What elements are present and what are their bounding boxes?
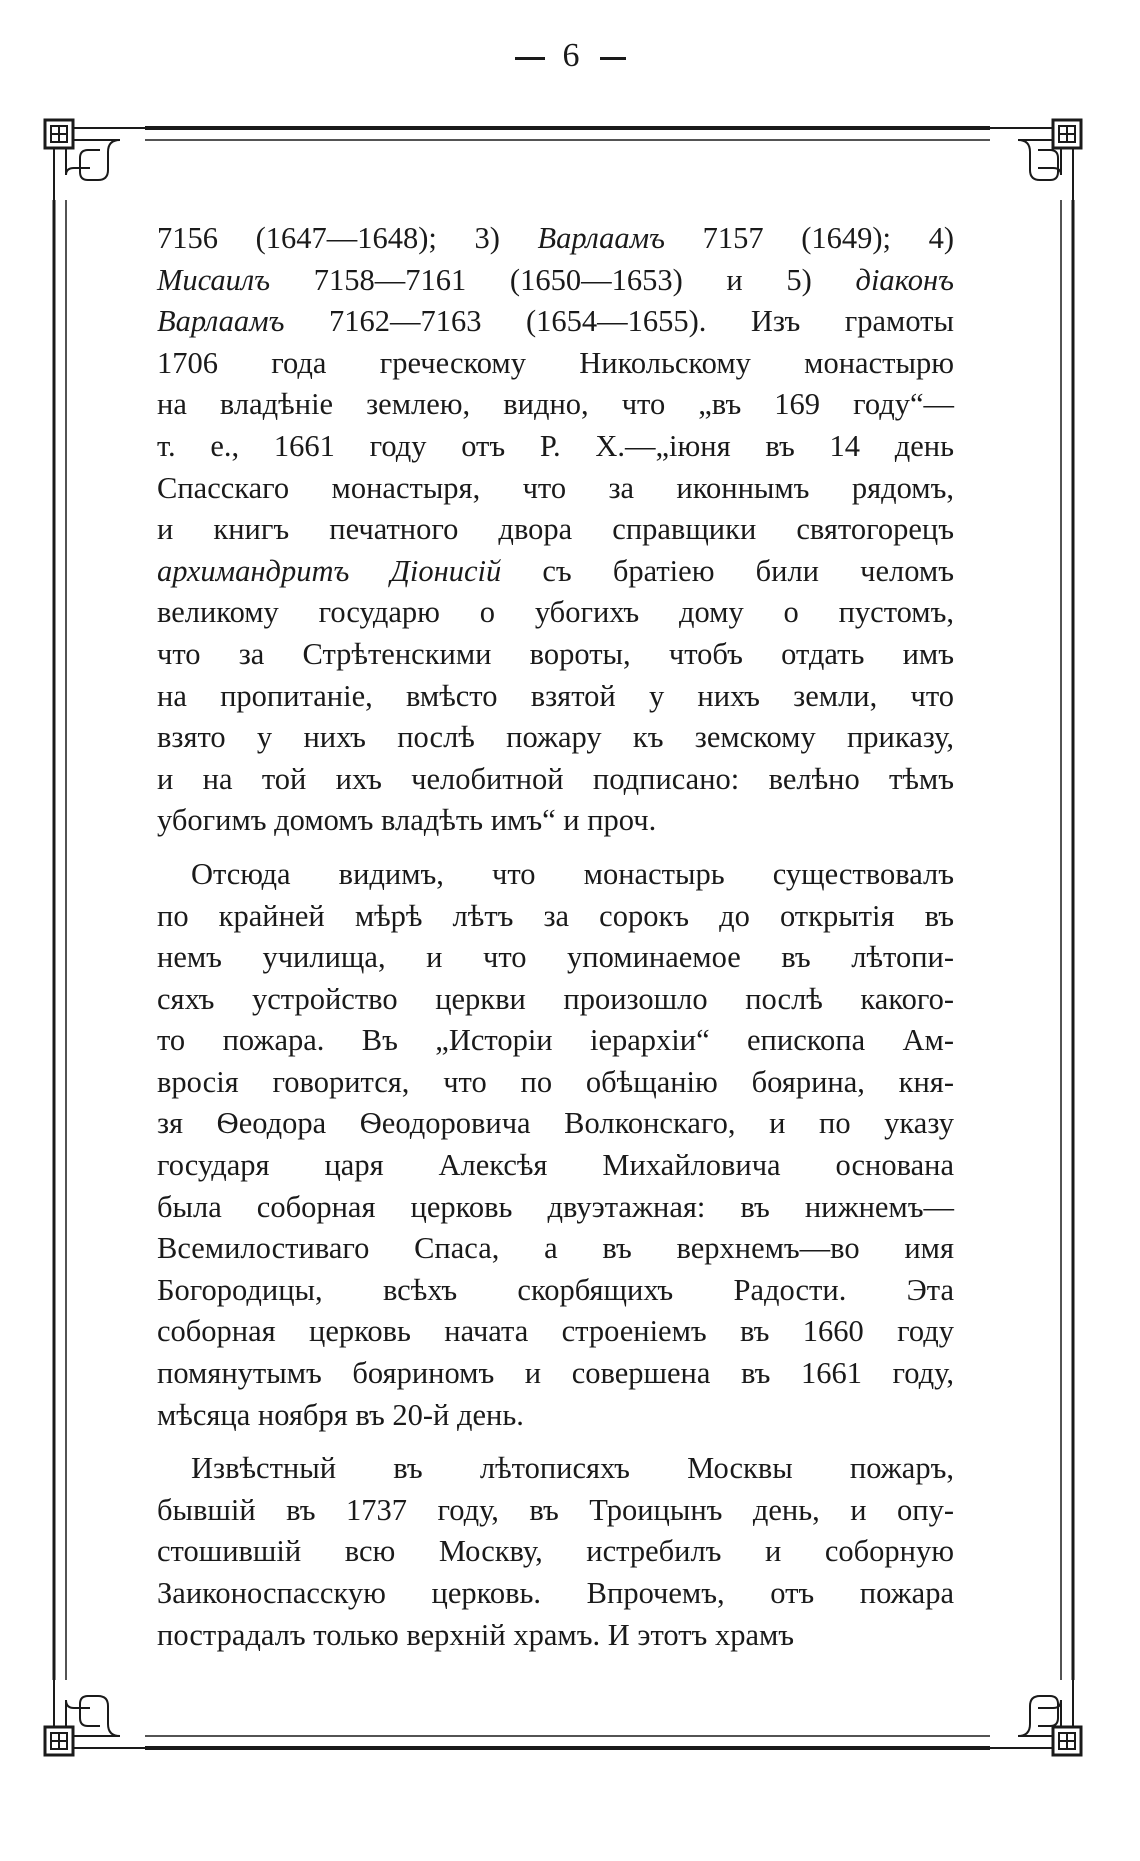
text-segment: Отсюда видимъ, что монастырь существовалъ (191, 856, 954, 891)
text-segment: архимандритъ Діонисій (157, 553, 502, 588)
text-line (157, 1395, 954, 1437)
text-segment: Извѣстный въ лѣтописяхъ Москвы пожаръ, (191, 1451, 954, 1486)
text-line (157, 343, 954, 385)
text-segment: 7158—7161 (1650—1653) и 5) (270, 262, 856, 297)
text-segment: бывшій въ 1737 году, въ Троицынъ день, и опу- (157, 1492, 954, 1527)
text-line (157, 1187, 954, 1229)
text-line (157, 717, 954, 759)
corner-ornament-top-right (990, 120, 1081, 200)
text-line (157, 800, 954, 842)
text-line (157, 384, 954, 426)
paragraph-2 (157, 854, 954, 1436)
text-line (157, 937, 954, 979)
text-segment: то пожара. Въ „Исторіи іерархіи“ епископа Ам- (157, 1023, 954, 1058)
text-segment: 7162—7163 (1654—1655). Изъ грамоты (284, 304, 954, 339)
text-segment: пострадалъ только верхній храмъ. И этотъ храмъ (157, 1617, 795, 1652)
text-segment: стошившій всю Москву, истребилъ и соборную (157, 1534, 954, 1569)
text-segment: великому государю о убогихъ дому о пустомъ, (157, 595, 954, 630)
text-line (157, 509, 954, 551)
page-number-value: 6 (562, 37, 582, 74)
text-segment: что за Стрѣтенскими вороты, чтобъ отдать имъ (157, 636, 954, 671)
text-line (157, 1573, 954, 1615)
text-line (157, 1228, 954, 1270)
text-segment: убогимъ домомъ владѣть имъ“ и проч. (157, 803, 657, 838)
text-segment: взято у нихъ послѣ пожару къ земскому приказу, (157, 720, 954, 755)
text-line (157, 1062, 954, 1104)
text-line (157, 260, 954, 302)
text-line (157, 1145, 954, 1187)
text-line (157, 1020, 954, 1062)
text-segment: немъ училища, и что упоминаемое въ лѣтопи- (157, 940, 954, 975)
text-line (157, 979, 954, 1021)
text-segment: на владѣніе землею, видно, что „въ 169 году“— (157, 387, 954, 422)
text-segment: на пропитаніе, вмѣсто взятой у нихъ земли, что (157, 678, 954, 713)
text-line (157, 1531, 954, 1573)
text-segment: зя Ѳеодора Ѳеодоровича Волконскаго, и по указу (157, 1106, 954, 1141)
text-segment: и книгъ печатного двора справщики святогорецъ (157, 512, 954, 547)
text-line (157, 1311, 954, 1353)
text-segment: 1706 года греческому Никольскому монастырю (157, 345, 954, 380)
text-segment: т. е., 1661 году отъ Р. Х.—„іюня въ 14 день (157, 428, 954, 463)
text-segment: 7156 (1647—1648); 3) (157, 221, 538, 255)
text-line (157, 759, 954, 801)
text-line (157, 1490, 954, 1532)
corner-ornament-top-left (45, 120, 145, 200)
text-line (157, 1448, 954, 1490)
text-segment: помянутымъ бояриномъ и совершена въ 1661 году, (157, 1356, 954, 1391)
text-line (157, 1353, 954, 1395)
text-line (157, 634, 954, 676)
text-segment: по крайней мѣрѣ лѣтъ за сорокъ до открытія въ (157, 898, 954, 933)
text-segment: мѣсяца ноября въ 20-й день. (157, 1397, 524, 1432)
text-segment: діаконъ (855, 262, 954, 297)
corner-ornament-bottom-right (990, 1680, 1081, 1755)
text-segment: сяхъ устройство церкви произошло послѣ какого- (157, 981, 954, 1016)
text-segment: вросія говорится, что по обѣщанію боярина, кня- (157, 1064, 954, 1099)
text-line (157, 551, 954, 593)
text-line (157, 1615, 954, 1657)
text-segment: Всемилостиваго Спаса, а въ верхнемъ—во имя (157, 1231, 954, 1266)
text-line (157, 218, 954, 260)
text-line (157, 676, 954, 718)
corner-ornament-bottom-left (45, 1680, 145, 1755)
text-segment: Мисаилъ (157, 262, 271, 297)
text-line (157, 468, 954, 510)
text-segment: государя царя Алексѣя Михайловича основана (157, 1148, 954, 1183)
text-segment: Богородицы, всѣхъ скорбящихъ Радости. Эта (157, 1272, 954, 1307)
text-line (157, 301, 954, 343)
text-segment: съ братіею били челомъ (501, 553, 954, 588)
text-segment: Заиконоспасскую церковь. Впрочемъ, отъ пожара (157, 1576, 954, 1610)
text-line (157, 896, 954, 938)
text-segment: Спасскаго монастыря, что за иконнымъ рядомъ, (157, 470, 954, 505)
text-segment: была соборная церковь двуэтажная: въ нижнемъ— (157, 1189, 954, 1224)
body-text (157, 218, 954, 1656)
text-segment: соборная церковь начата строеніемъ въ 1660 году (157, 1314, 954, 1349)
paragraph-1 (157, 218, 954, 842)
text-line (157, 1103, 954, 1145)
text-segment: и на той ихъ челобитной подписано: велѣно тѣмъ (157, 761, 954, 796)
text-line (157, 426, 954, 468)
text-segment: Варлаамъ (537, 221, 665, 255)
text-line (157, 1270, 954, 1312)
text-segment: 7157 (1649); 4) (664, 221, 954, 255)
paragraph-3 (157, 1448, 954, 1656)
text-line (157, 592, 954, 634)
text-line (157, 854, 954, 896)
text-segment: Варлаамъ (157, 304, 285, 339)
